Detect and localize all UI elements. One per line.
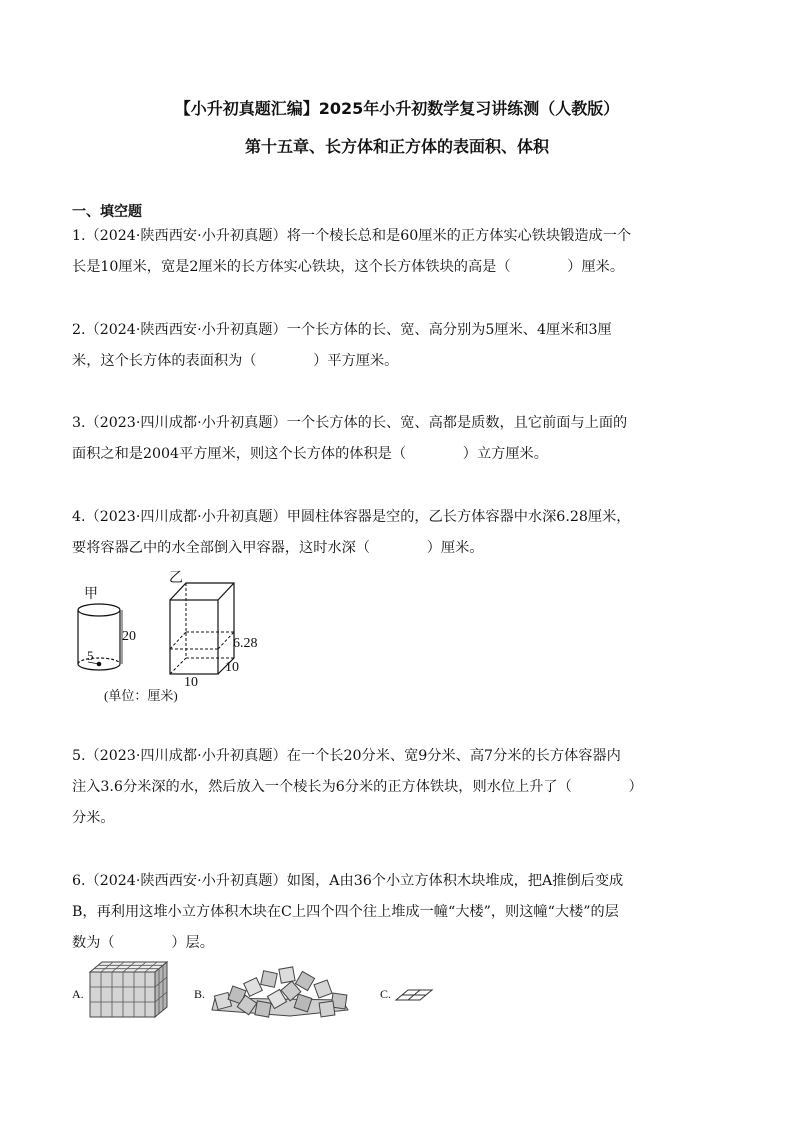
cylinder-height-label: 20	[122, 629, 136, 644]
question-line: 注入3.6分米深的水，然后放入一个棱长为6分米的正方体铁块，则水位上升了（ ）	[72, 779, 643, 795]
option-c-label: C.	[380, 987, 392, 1001]
question-6	[72, 866, 724, 959]
box-width-label: 10	[225, 660, 239, 675]
box-water-depth-label: 6.28	[233, 636, 258, 651]
figure-block-stacks	[70, 958, 450, 1024]
question-line: B，再利用这堆小立方体积木块在C上四个四个往上堆成一幢“大楼”，则这幢“大楼”的层	[72, 904, 619, 920]
question-line: 数为（ ）层。	[72, 935, 214, 951]
question-line: 长是10厘米，宽是2厘米的长方体实心铁块，这个长方体铁块的高是（ ）厘米。	[72, 259, 625, 275]
unit-note: (单位：厘米)	[104, 688, 178, 703]
cylinder-center-dot	[97, 662, 102, 667]
question-line: 1.（2024·陕西西安·小升初真题）将一个棱长总和是60厘米的正方体实心铁块锻造成一个	[72, 228, 632, 244]
question-1	[72, 221, 724, 283]
scattered-blocks-b	[212, 967, 348, 1017]
box-length-label: 10	[184, 675, 198, 690]
figure-cylinder-and-box	[70, 570, 280, 705]
grid-base-c	[396, 990, 432, 1000]
section-heading: 一、填空题	[72, 204, 142, 220]
question-4	[72, 502, 724, 564]
question-line: 3.（2023·四川成都·小升初真题）一个长方体的长、宽、高都是质数，且它前面与上面的	[72, 415, 628, 431]
question-line: 6.（2024·陕西西安·小升初真题）如图，A由36个小立方体积木块堆成，把A推倒后变成	[72, 873, 624, 889]
question-line: 米，这个长方体的表面积为（ ）平方厘米。	[72, 353, 399, 369]
question-line: 要将容器乙中的水全部倒入甲容器，这时水深（ ）厘米。	[72, 540, 484, 556]
label-jia: 甲	[84, 587, 98, 602]
option-a-label: A.	[72, 987, 84, 1001]
page-title: 【小升初真题汇编】2025年小升初数学复习讲练测（人教版）	[174, 99, 620, 118]
question-line: 2.（2024·陕西西安·小升初真题）一个长方体的长、宽、高分别为5厘米、4厘米和3厘	[72, 322, 612, 338]
question-2	[72, 315, 724, 377]
cylinder-figure	[78, 604, 122, 670]
question-line: 分米。	[72, 810, 115, 826]
question-line: 面积之和是2004平方厘米，则这个长方体的体积是（ ）立方厘米。	[72, 446, 548, 462]
block-cube-a	[90, 962, 167, 1017]
question-5	[72, 741, 724, 834]
question-3	[72, 408, 724, 470]
chapter-title: 第十五章、长方体和正方体的表面积、体积	[244, 137, 549, 156]
option-b-label: B.	[194, 987, 206, 1001]
label-yi: 乙	[169, 571, 183, 586]
question-line: 5.（2023·四川成都·小升初真题）在一个长20分米、宽9分米、高7分米的长方体容器内	[72, 748, 621, 764]
question-line: 4.（2023·四川成都·小升初真题）甲圆柱体容器是空的，乙长方体容器中水深6.28厘米，	[72, 509, 631, 525]
cylinder-radius-label: 5	[87, 648, 94, 663]
